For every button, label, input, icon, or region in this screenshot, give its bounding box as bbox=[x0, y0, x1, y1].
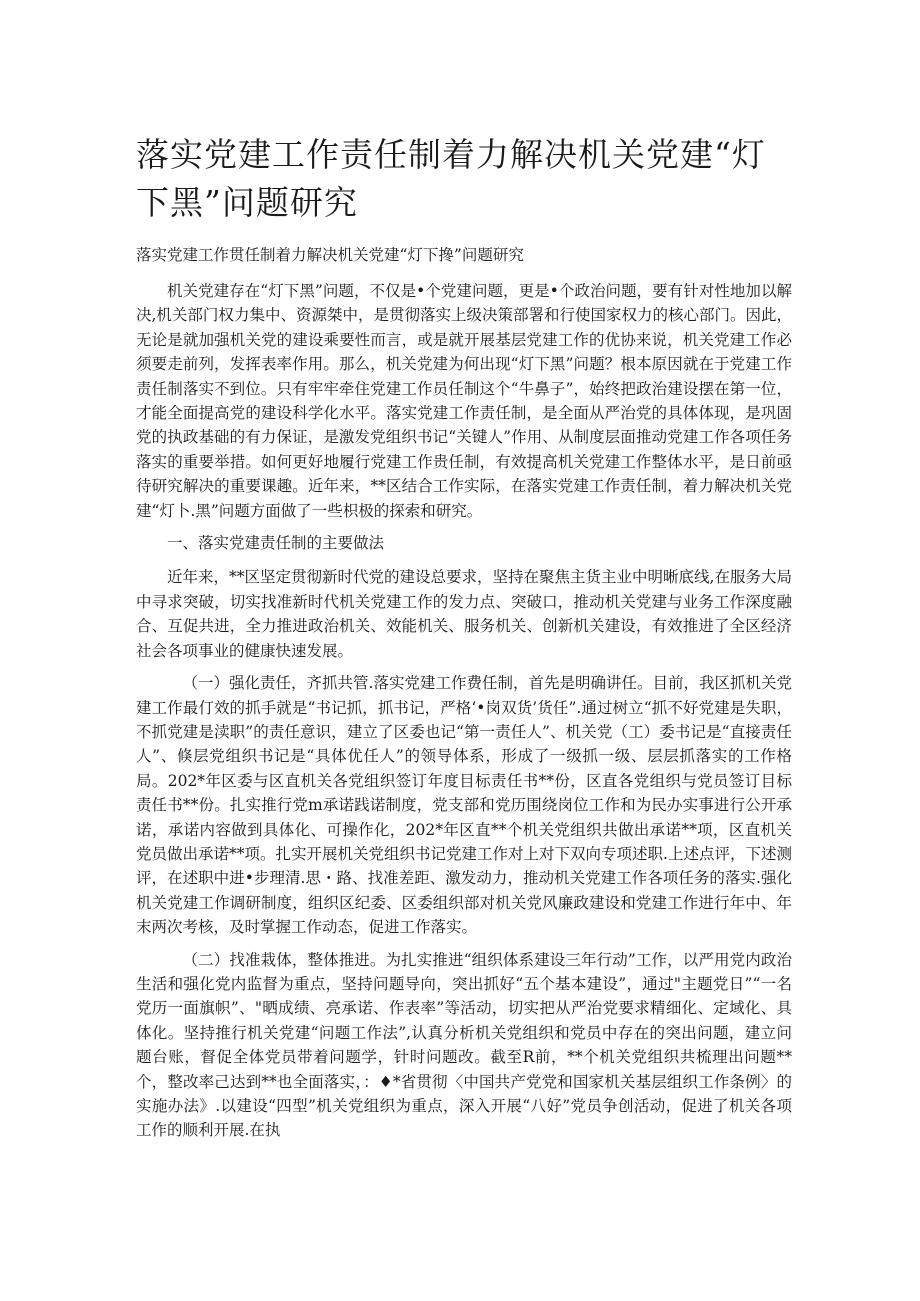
document-title: 落实党建工作责任制着力解决机关党建“灯下黑”问题研究 bbox=[136, 135, 766, 222]
subsection-paragraph-2: （二）找准栽体，整体推进。为扎实推进“组织体系建设三年行动”工作，以严用党内政治生活和强化党内监督为重点，坚持问题导向，突出抓好“五个基本建设”，通过"主题党日”“一名党历一面旗帜”、"晒成绩、亮承诺、作表率”等活动，切实把从严治党要求精细化、定域化、具体化。坚持推行机关党建“问题工作法”,认真分析机关党组织和党员中存在的突出问题，建立问题台账，督促全体党员带着问题学，针时问题改。截至R前，**个机关党组织共梳理出问题**个，整改率己达到**也全面落实，：♦*省贯彻〈中国共产党党和国家机关基层组织工作条例〉的实施办法》.以建设“四型”机关党组织为重点，深入开展“八好”党员争创活动，促进了机关各项工作的顺利开展.在执 bbox=[136, 950, 792, 1140]
subsection-paragraph-1: （一）强化责任，齐抓共管.落实党建工作费任制，首先是明确讲任。目前，我区抓机关党建工作最仃效的抓手就是“书记抓，抓书记，严格‘•岗双货’货任”.通过树立“抓不好党建是失职，不抓党建是渎职”的责任意识，建立了区委也记“第一责任人”、机关党（工）委书记是“直接责任人”、倏层党组织书记是“具体优任人”的领导体系，形成了一级抓一级、层层抓落实的工作格局。202*年区委与区直机关各党组织签订年度目标责任书**份，区直各党组织与党员签订目标责任书**份。扎实推行党m承诺践诺制度，党支部和党历围绕岗位工作和为民办实事进行公开承诺，承诺内容做到具体化、可操作化，202*年区直**个机关党组织共做出承诺**项，区直机关党员做出承诺**项。扎实开展机关党组织书记党建工作对上对下双向专项述职.上述点评，下述测评，在述职中进•步理清.思・路、找准差距、激发动力，推动机关党建工作各项任务的落实.强化机关党建工作调研制度，组织区纪委、区委组织部对机关党风廉政建设和党建工作进行年中、年末两次考核，及时掌握工作动态，促进工作落实。 bbox=[136, 674, 792, 937]
document-body bbox=[136, 279, 792, 1151]
intro-paragraph: 机关党建存在“灯下黑”问题，不仅是•个党建问题，更是•个政治问题，要有针对性地加以解决,机关部门权力集中、资源桀中，是贯彻落实上级决策部署和行使国家权力的核心部门。因此，无论是就加强机关党的建设乘要性而言，或是就开展基层党建工作的优协来说，机关党建工作必须要走前列，发挥表率作用。那么，机关党建为何出现“灯下黑”问题？根本原因就在于党建工作责任制落实不到位。只有牢牢牵住党建工作员任制这个“牛鼻子”，始终把政治建设摆在第一位，才能全面提高党的建设科学化水平。落实党建工作责任制，是全面从严治党的具体体现，是巩固党的执政基础的有力保证，是激发党组织书记“关键人”作用、从制度层面推动党建工作各项任务落实的重要举措。如何更好地履行党建工作贵任制，有效提高机关党建工作整体水平，是日前亟待研究解决的重要课趣。近年来，**区结合工作实际，在落实党建工作责任制，着力解决机关党建“灯卜.黑”问题方面做了一些枳极的探索和研究。 bbox=[136, 282, 792, 520]
section-paragraph: 近年来，**区坚定贯彻新时代党的建设总要求，坚持在聚焦主货主业中明晰底线,在服务大局中寻求突破，切实找准新时代机关党建工作的发力点、突破口，推动机关党建与业务工作深度融合、互促共进，全力推进政治机关、效能机关、服务机关、创新机关建设，有效推进了全区经济社会各项事业的健康快速发展。 bbox=[136, 568, 792, 660]
section-heading: 一、落实党建责任制的主要做法 bbox=[167, 534, 385, 553]
document-subtitle: 落实党建工作贯任制着力解决机关党建“灯下搀”问题研究 bbox=[136, 246, 524, 264]
